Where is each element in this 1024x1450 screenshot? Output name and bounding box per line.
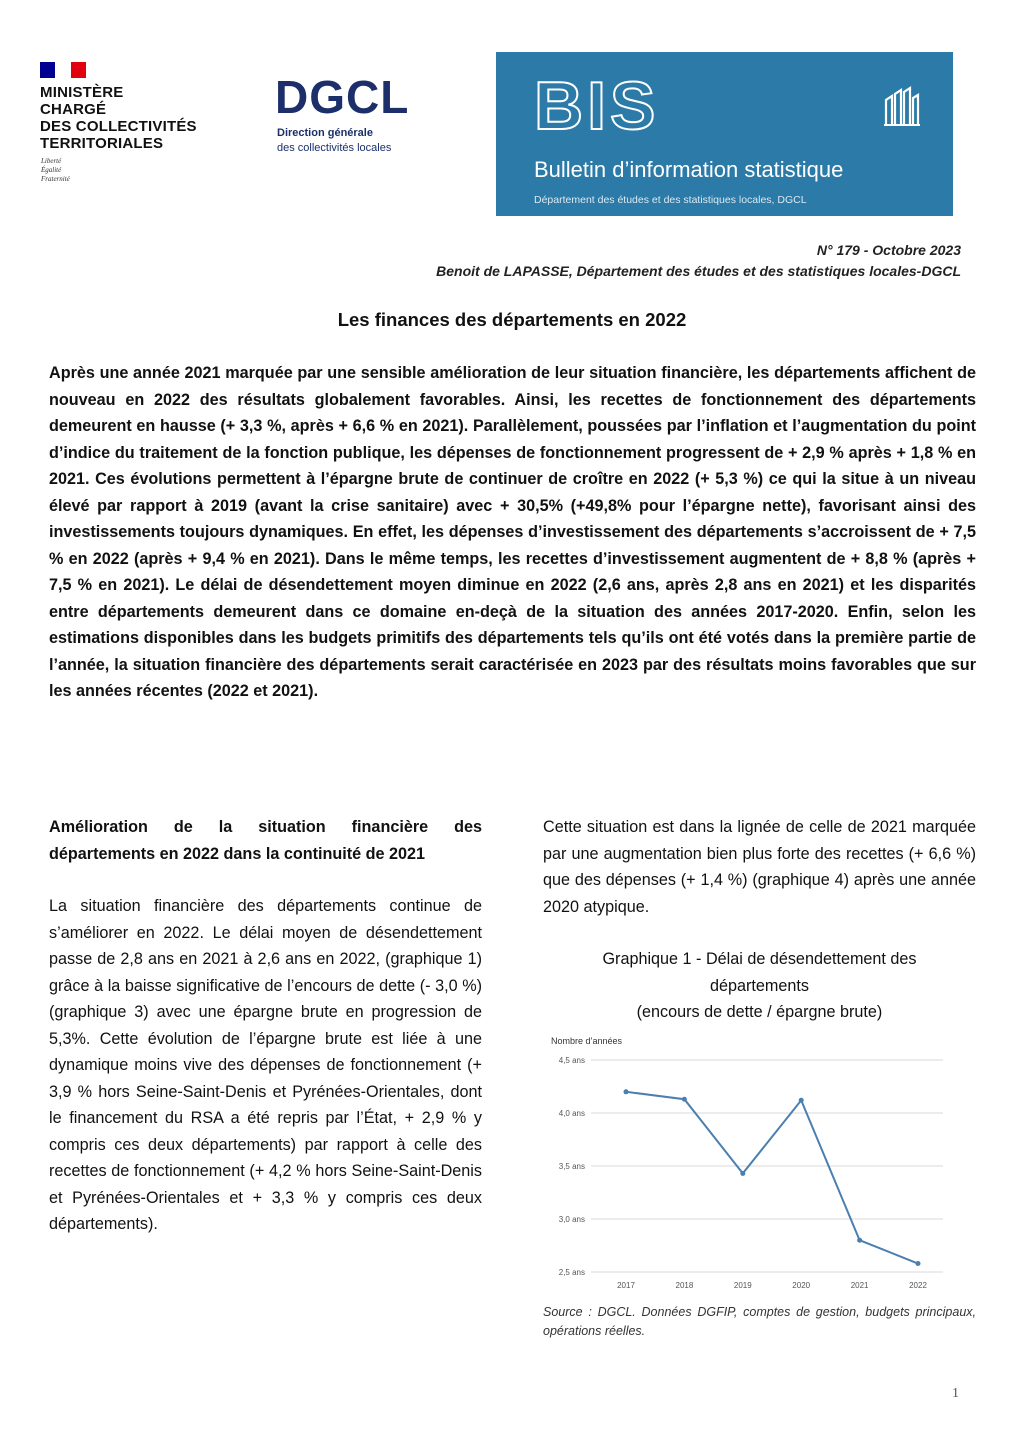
data-point (740, 1171, 745, 1176)
y-axis-label: Nombre d’années (551, 1036, 623, 1046)
x-tick-label: 2019 (733, 1281, 752, 1290)
x-tick-label: 2017 (617, 1281, 635, 1290)
flag-blue (40, 62, 55, 78)
data-point (857, 1238, 862, 1243)
y-tick-label: 2,5 ans (558, 1268, 585, 1277)
ministry-name (40, 84, 197, 152)
ministry-line: CHARGÉ (40, 101, 107, 118)
right-column (543, 814, 976, 920)
page-number: 1 (952, 1386, 959, 1401)
issue-meta (436, 240, 961, 282)
bis-logo: BIS (534, 68, 660, 144)
flag-white (55, 62, 70, 78)
document-title: Les finances des départements en 2022 (337, 309, 687, 330)
ministry-line: DES COLLECTIVITÉS (40, 118, 197, 135)
debt-ratio-line-chart (543, 1030, 976, 1295)
x-tick-label: 2021 (850, 1281, 869, 1290)
flag-red (71, 62, 86, 78)
x-tick-label: 2022 (909, 1281, 927, 1290)
data-point (799, 1098, 804, 1103)
y-tick-label: 4,0 ans (558, 1109, 585, 1118)
series-line (626, 1092, 918, 1264)
building-columns-icon (882, 84, 922, 128)
chart-title-line: départements (710, 976, 809, 995)
motto-line: Liberté (41, 157, 62, 165)
body-paragraph: Cette situation est dans la lignée de celle de 2021 marquée par une augmentation bien plus forte des recettes (+ 6,6 %) que des dépenses (+ 1,4 %) (graphique 4) après une année 2020 atypique. (543, 818, 976, 916)
y-tick-label: 4,5 ans (558, 1056, 585, 1065)
dgcl-subtitle-line: des collectivités locales (277, 142, 392, 154)
ministry-line: TERRITORIALES (40, 135, 164, 152)
chart-source: Source : DGCL. Données DGFIP, comptes de gestion, budgets principaux, opérations réelles. (543, 1305, 976, 1338)
ministry-line: MINISTÈRE (40, 84, 124, 101)
author-line: Benoit de LAPASSE, Département des études et des statistiques locales-DGCL (436, 263, 961, 279)
data-point (682, 1097, 687, 1102)
body-paragraph: La situation financière des départements continue de s’améliorer en 2022. Le délai moyen de désendettement passe de 2,8 ans en 2021 à 2,6 ans en 2022, (graphique 1) grâce à la baisse significative de l’encours de dette (- 3,0 %) (graphique 3) avec une épargne brute en progression de 5,3%. Cette évolution de l’épargne brute est liée à une dynamique moins vive des dépenses de fonctionnement (+ 3,9 % hors Seine-Saint-Denis et Pyrénées-Orientales, dont le financement du RSA a été repris par l’État, + 2,9 % y compris ces deux départements) par rapport à celle des recettes de fonctionnement (+ 4,2 % hors Seine-Saint-Denis et Pyrénées-Orientales et + 3,3 % y compris ces deux départements). (49, 897, 482, 1233)
abstract-paragraph: Après une année 2021 marquée par une sensible amélioration de leur situation financière, les départements affichent de nouveau en 2022 des résultats globalement favorables. Ainsi, les recettes de fonctionnement des départements demeurent en hausse (+ 3,3 %, après + 6,6 % en 2021). Parallèlement, poussées par l’inflation et l’augmentation du point d’indice du traitement de la fonction publique, les dépenses de fonctionnement progressent de + 2,9 % après + 1,8 % en 2021. Ces évolutions permettent à l’épargne brute de continuer de croître en 2022 (+ 5,3 %) ce qui la situe à un niveau élevé par rapport à 2019 (avant la crise sanitaire) avec + 30,5% (+49,8% pour l’épargne nette), favorisant ainsi des investissements toujours dynamiques. En effet, les dépenses d’investissement des départements s’accroissent de + 7,5 % en 2022 (après + 9,4 % en 2021). Dans le même temps, les recettes d’investissement augmentent de + 8,8 % (après + 7,5 % en 2021). Le délai de désendettement moyen diminue en 2022 (2,6 ans, après 2,8 ans en 2021) et les disparités entre départements demeurent dans ce domaine en-deçà de la situation des années 2017-2020. Enfin, selon les estimations disponibles dans les budgets primitifs des départements tels qu’ils ont été votés dans la première partie de l’année, la situation financière des départements serait caractérisée en 2023 par des résultats moins favorables que sur les années récentes (2022 et 2021). (49, 364, 976, 700)
bis-banner (496, 52, 953, 216)
dgcl-subtitle (277, 126, 391, 156)
dgcl-logo: DGCL (275, 71, 410, 123)
banner-department: Département des études et des statistiques locales, DGCL (534, 194, 807, 206)
left-column (49, 814, 482, 1238)
republic-motto (41, 157, 70, 184)
y-tick-label: 3,0 ans (558, 1215, 585, 1224)
chart-title-line: Graphique 1 - Délai de désendettement des (602, 950, 917, 968)
chart-subtitle: (encours de dette / épargne brute) (636, 1003, 883, 1021)
banner-title: Bulletin d’information statistique (534, 157, 844, 182)
dgcl-subtitle-line: Direction générale (277, 127, 373, 139)
y-tick-label: 3,5 ans (558, 1162, 585, 1171)
issue-number: N° 179 - Octobre 2023 (816, 242, 961, 258)
chart-title (543, 946, 976, 1026)
french-flag-icon (40, 62, 86, 78)
data-point (624, 1089, 629, 1094)
section-heading: Amélioration de la situation financière des départements en 2022 dans la continuité de 2021 (49, 818, 482, 863)
x-tick-label: 2018 (675, 1281, 694, 1290)
motto-line: Égalité (41, 166, 62, 174)
x-tick-label: 2020 (792, 1281, 811, 1290)
motto-line: Fraternité (41, 175, 70, 183)
data-point (916, 1261, 921, 1266)
